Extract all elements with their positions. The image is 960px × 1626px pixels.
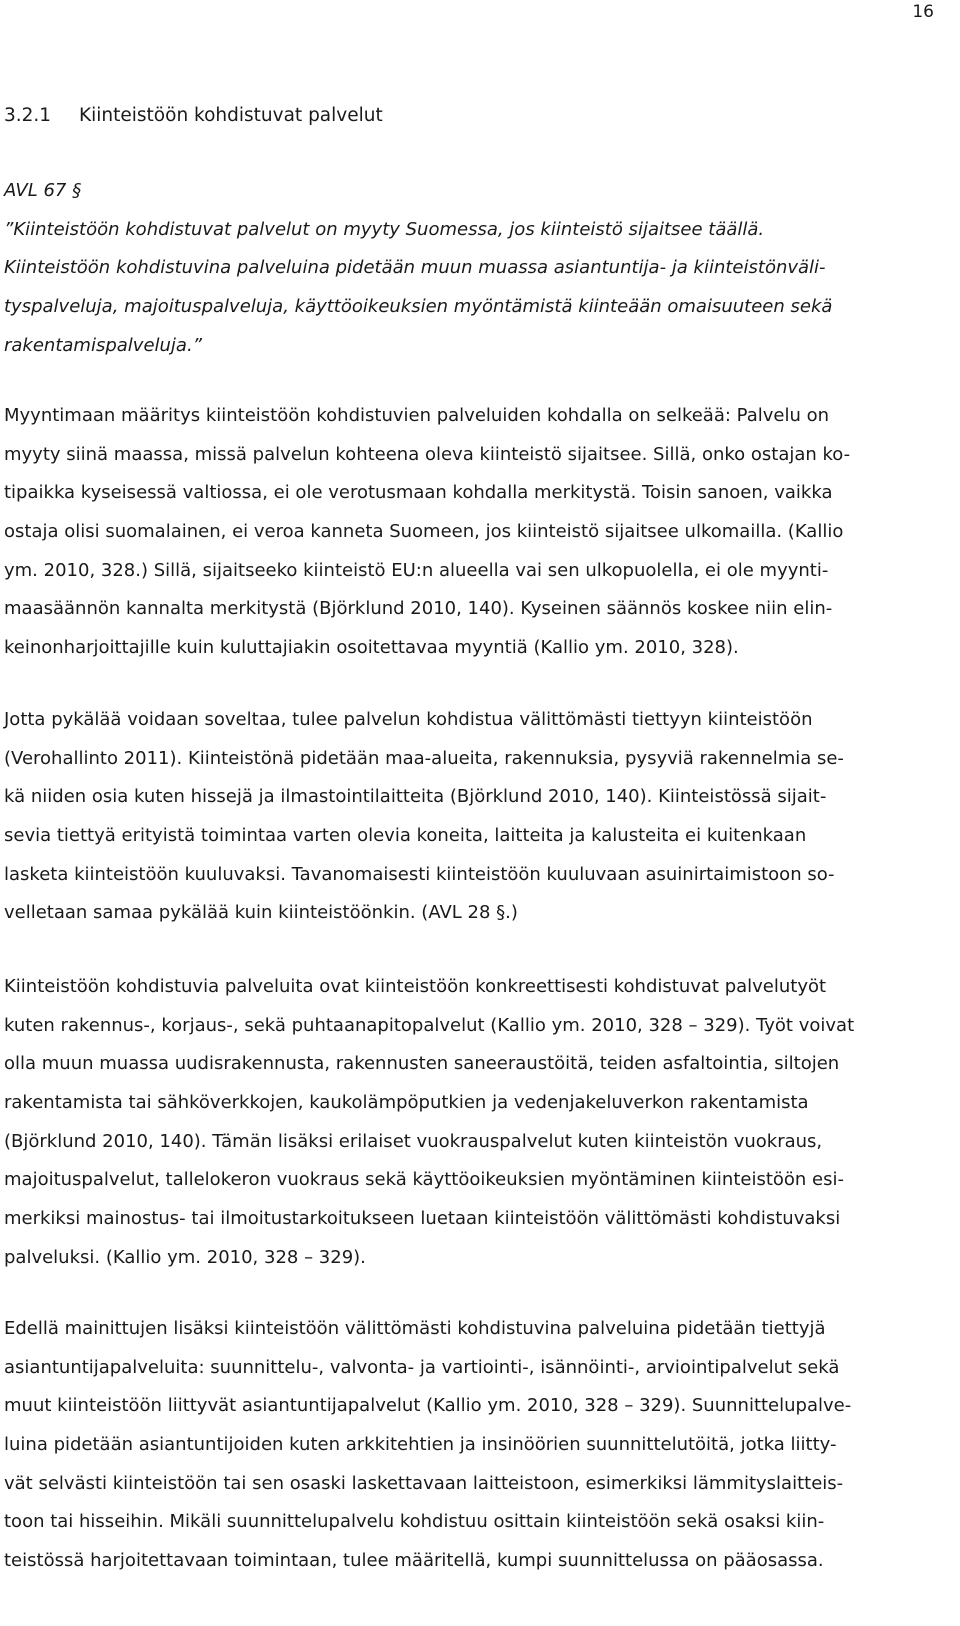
paragraph-line: velletaan samaa pykälää kuin kiinteistöönkin. (AVL 28 §.) [4, 902, 518, 924]
paragraph-line: majoituspalvelut, tallelokeron vuokraus sekä käyttöoikeuksien myöntäminen kiinteistöön esi- [4, 1169, 844, 1191]
paragraph-line: teistössä harjoitettavaan toimintaan, tulee määritellä, kumpi suunnittelussa on pääosassa. [4, 1550, 824, 1572]
paragraph-line: Edellä mainittujen lisäksi kiinteistöön välittömästi kohdistuvina palveluina pidetään tiettyjä [4, 1318, 826, 1339]
paragraph-line: ostaja olisi suomalainen, ei veroa kanneta Suomeen, jos kiinteistö sijaitsee ulkomailla. (Kallio [4, 521, 844, 543]
paragraph-line: (Björklund 2010, 140). Tämän lisäksi erilaiset vuokrauspalvelut kuten kiinteistön vuokraus, [4, 1130, 823, 1152]
section-number: 3.2.1 [4, 105, 52, 126]
paragraph-line: Myyntimaan määritys kiinteistöön kohdistuvien palveluiden kohdalla on selkeää: Palvelu on [4, 405, 830, 426]
paragraph-line: Kiinteistöön kohdistuvia palveluita ovat kiinteistöön konkreettisesti kohdistuvat palvelutyöt [4, 976, 827, 997]
paragraph-line: lasketa kiinteistöön kuuluvaksi. Tavanomaisesti kiinteistöön kuuluvaan asuinirtaimistoon so- [4, 863, 835, 885]
quote-line: Kiinteistöön kohdistuvina palveluina pidetään muun muassa asiantuntija- ja kiinteistönväli- [4, 257, 826, 279]
paragraph-line: kuten rakennus-, korjaus-, sekä puhtaanapitopalvelut (Kallio ym. 2010, 328 – 329). Työt voivat [4, 1014, 855, 1036]
paragraph [4, 1310, 934, 1581]
quote-line: tyspalveluja, majoituspalveluja, käyttöoikeuksien myöntämistä kiinteään omaisuuteen sekä [4, 296, 833, 318]
section-title: Kiinteistöön kohdistuvat palvelut [79, 105, 383, 126]
paragraph-line: myyty siinä maassa, missä palvelun kohteena oleva kiinteistö sijaitsee. Sillä, onko ostajan ko- [4, 443, 851, 465]
paragraph-line: luina pidetään asiantuntijoiden kuten arkkitehtien ja insinöörien suunnittelutöitä, jotka liitty- [4, 1434, 837, 1456]
paragraph [4, 701, 934, 933]
paragraph-line: palveluksi. (Kallio ym. 2010, 328 – 329). [4, 1246, 366, 1268]
paragraph [4, 968, 934, 1278]
paragraph-line: rakentamista tai sähköverkkojen, kaukolämpöputkien ja vedenjakeluverkon rakentamista [4, 1092, 809, 1114]
paragraph-line: keinonharjoittajille kuin kuluttajiakin osoitettavaa myyntiä (Kallio ym. 2010, 328). [4, 637, 739, 659]
paragraph-line: toon tai hisseihin. Mikäli suunnittelupalvelu kohdistuu osittain kiinteistöön sekä osaksi kiin- [4, 1511, 825, 1533]
quote-line: ”Kiinteistöön kohdistuvat palvelut on myyty Suomessa, jos kiinteistö sijaitsee täällä. [4, 218, 765, 240]
paragraph-line: sevia tiettyä erityistä toimintaa varten olevia koneita, laitteita ja kalusteita ei kuitenkaan [4, 825, 807, 847]
paragraph-line: maasäännön kannalta merkitystä (Björklund 2010, 140). Kyseinen säännös koskee niin elin- [4, 598, 833, 620]
page-number: 16 [912, 2, 934, 22]
quote-line: AVL 67 § [4, 180, 82, 201]
quote-line: rakentamispalveluja.” [4, 334, 203, 356]
section-heading [4, 104, 383, 128]
paragraph [4, 397, 934, 668]
paragraph-line: tipaikka kyseisessä valtiossa, ei ole verotusmaan kohdalla merkitystä. Toisin sanoen, vaikka [4, 482, 833, 504]
paragraph-line: (Verohallinto 2011). Kiinteistönä pidetään maa-alueita, rakennuksia, pysyviä rakennelmia se- [4, 747, 844, 769]
paragraph-line: vät selvästi kiinteistöön tai sen osaski laskettavaan laitteistoon, esimerkiksi lämmityslaitteis- [4, 1472, 844, 1494]
paragraph-line: muut kiinteistöön liittyvät asiantuntijapalvelut (Kallio ym. 2010, 328 – 329). Suunnittelupalve- [4, 1395, 852, 1417]
paragraph-line: merkiksi mainostus- tai ilmoitustarkoitukseen luetaan kiinteistöön välittömästi kohdistuvaksi [4, 1208, 841, 1230]
paragraph-line: ym. 2010, 328.) Sillä, sijaitseeko kiinteistö EU:n alueella vai sen ulkopuolella, ei ole myynti- [4, 559, 829, 581]
paragraph-line: asiantuntijapalveluita: suunnittelu-, valvonta- ja vartiointi-, isännöinti-, arviointipalvelut sekä [4, 1356, 840, 1378]
paragraph-line: kä niiden osia kuten hissejä ja ilmastointilaitteita (Björklund 2010, 140). Kiinteistössä sijait- [4, 786, 827, 808]
paragraph-line: olla muun muassa uudisrakennusta, rakennusten saneeraustöitä, teiden asfaltointia, siltojen [4, 1053, 840, 1075]
law-quote [4, 172, 934, 365]
paragraph-line: Jotta pykälää voidaan soveltaa, tulee palvelun kohdistua välittömästi tiettyyn kiinteistöön [4, 709, 813, 730]
